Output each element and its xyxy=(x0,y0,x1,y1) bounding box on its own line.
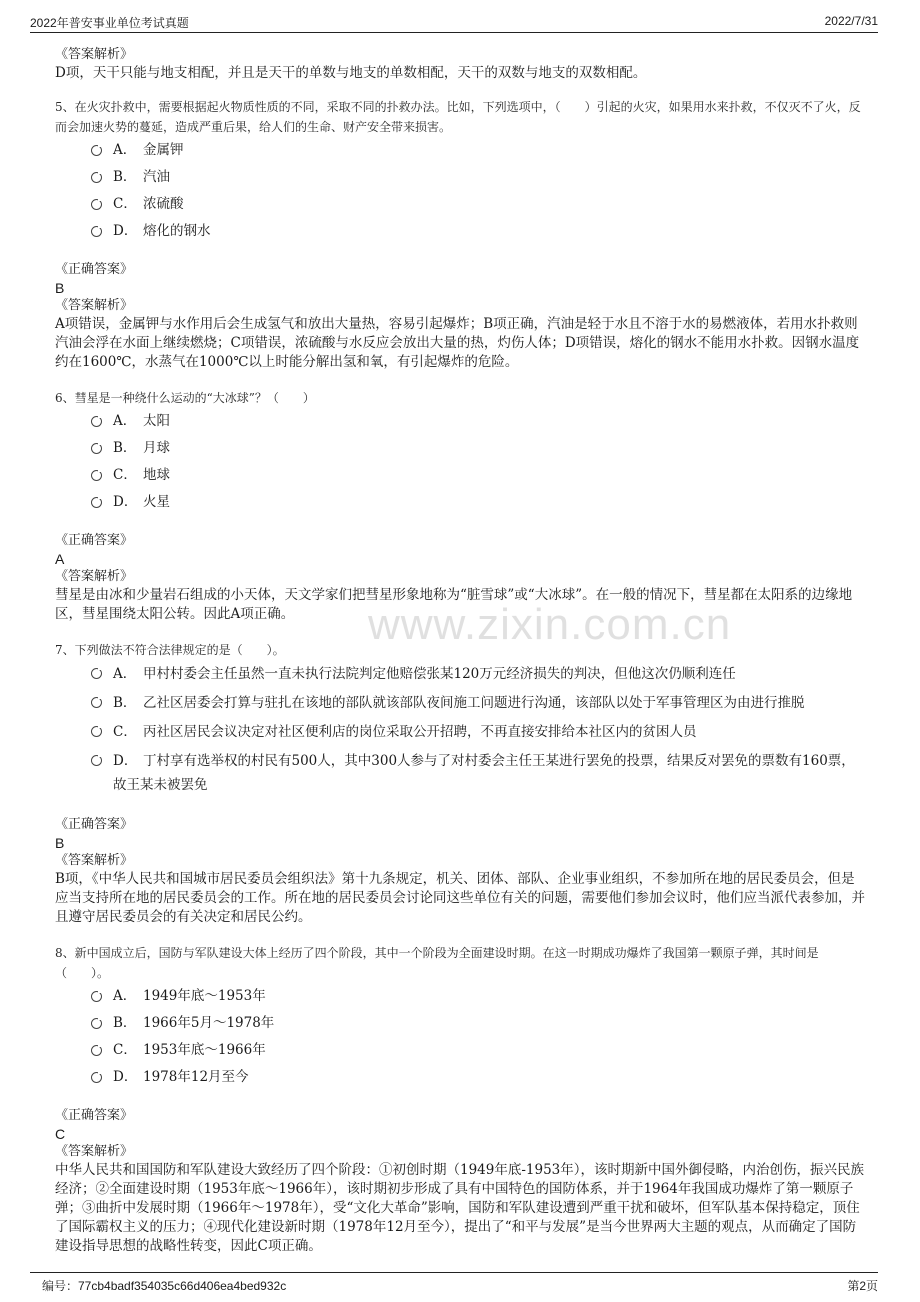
correct-answer: C xyxy=(55,1126,66,1142)
option-a[interactable]: A． 太阳 xyxy=(91,410,867,432)
question-stem: 8、新中国成立后，国防与军队建设大体上经历了四个阶段，其中一个阶段为全面建设时期。在这一时期成功爆炸了我国第一颗原子弹，其时间是（ ）。 xyxy=(55,946,819,980)
radio-icon[interactable] xyxy=(91,1045,102,1056)
radio-icon[interactable] xyxy=(91,1018,102,1029)
option-d[interactable]: D． 熔化的钢水 xyxy=(91,220,867,242)
correct-answer: A xyxy=(55,551,65,567)
option-c[interactable]: C． 丙社区居民会议决定对社区便利店的岗位采取公开招聘，不再直接安排给本社区内的贫困人员 xyxy=(91,720,867,744)
question-block xyxy=(55,943,867,1256)
radio-icon[interactable] xyxy=(91,416,102,427)
option-a[interactable]: A． 甲村村委会主任虽然一直未执行法院判定他赔偿张某120万元经济损失的判决，但他这次仍顺利连任 xyxy=(91,662,867,686)
radio-icon[interactable] xyxy=(91,145,102,156)
radio-icon[interactable] xyxy=(91,497,102,508)
question-stem: 6、彗星是一种绕什么运动的“大冰球”？（ ） xyxy=(55,391,315,405)
option-c[interactable]: C． 浓硫酸 xyxy=(91,193,867,215)
radio-icon[interactable] xyxy=(91,470,102,481)
question-block xyxy=(55,640,867,927)
question-stem: 7、下列做法不符合法律规定的是（ ）。 xyxy=(55,643,285,657)
option-list xyxy=(91,985,867,1088)
radio-icon[interactable] xyxy=(91,726,102,737)
radio-icon[interactable] xyxy=(91,697,102,708)
correct-answer-label: 《正确答案》 xyxy=(55,262,134,277)
explanation-text: A项错误，金属钾与水作用后会生成氢气和放出大量热，容易引起爆炸；B项正确，汽油是轻于水且不溶于水的易燃液体，若用水扑救则汽油会浮在水面上继续燃烧；C项错误，浓硫酸与水反应会放出大量的热，灼伤人体；D项错误，熔化的钢水不能用水扑救。因钢水温度约在1600℃，水蒸气在1000℃以上时能分解出氢和氧，有引起爆炸的危险。 xyxy=(55,316,860,370)
option-c[interactable]: C． 1953年底～1966年 xyxy=(91,1039,867,1061)
option-b[interactable]: B． 汽油 xyxy=(91,166,867,188)
option-list xyxy=(91,410,867,513)
correct-answer: B xyxy=(55,835,65,851)
explanation-text: B项，《中华人民共和国城市居民委员会组织法》第十九条规定，机关、团体、部队、企业事业组织，不参加所在地的居民委员会，但是应当支持所在地的居民委员会的工作。所在地的居民委员会讨论同这些单位有关的问题，需要他们参加会议时，他们应当派代表参加，并且遵守居民委员会的有关决定和居民公约。 xyxy=(55,871,865,925)
page-content xyxy=(55,46,867,1256)
option-b[interactable]: B． 乙社区居委会打算与驻扎在该地的部队就该部队夜间施工问题进行沟通，该部队以处于军事管理区为由进行推脱 xyxy=(91,691,867,715)
analysis-label: 《答案解析》 xyxy=(55,298,134,313)
option-a[interactable]: A． 金属钾 xyxy=(91,139,867,161)
page-header xyxy=(30,12,878,33)
correct-answer-label: 《正确答案》 xyxy=(55,817,134,832)
explanation-text: 彗星是由冰和少量岩石组成的小天体，天文学家们把彗星形象地称为“脏雪球”或“大冰球”。在一般的情况下，彗星都在太阳系的边缘地区，彗星围绕太阳公转。因此A项正确。 xyxy=(55,587,853,622)
radio-icon[interactable] xyxy=(91,755,102,766)
radio-icon[interactable] xyxy=(91,226,102,237)
explanation-text: D项，天干只能与地支相配，并且是天干的单数与地支的单数相配，天干的双数与地支的双数相配。 xyxy=(55,65,647,81)
option-d[interactable]: D． 1978年12月至今 xyxy=(91,1066,867,1088)
analysis-label: 《答案解析》 xyxy=(55,47,134,62)
correct-answer-label: 《正确答案》 xyxy=(55,533,134,548)
option-b[interactable]: B． 月球 xyxy=(91,437,867,459)
watermark: www.zixin.com.cn xyxy=(368,600,732,649)
analysis-label: 《答案解析》 xyxy=(55,569,134,584)
option-list xyxy=(91,139,867,242)
document-code: 编号：77cb4badf354035c66d406ea4bed932c xyxy=(42,1279,287,1293)
option-c[interactable]: C． 地球 xyxy=(91,464,867,486)
radio-icon[interactable] xyxy=(91,172,102,183)
document-date: 2022/7/31 xyxy=(824,14,878,28)
option-b[interactable]: B． 1966年5月～1978年 xyxy=(91,1012,867,1034)
analysis-label: 《答案解析》 xyxy=(55,853,134,868)
radio-icon[interactable] xyxy=(91,991,102,1002)
option-d[interactable]: D． 丁村享有选举权的村民有500人，其中300人参与了对村委会主任王某进行罢免的投票，结果反对罢免的票数有160票，故王某未被罢免 xyxy=(91,749,867,797)
analysis-label: 《答案解析》 xyxy=(55,1144,134,1159)
question-stem: 5、在火灾扑救中，需要根据起火物质性质的不同，采取不同的扑救办法。比如，下列选项中，（ ）引起的火灾，如果用水来扑救，不仅灭不了火，反而会加速火势的蔓延，造成严重后果，给人们的生命、财产安全带来损害。 xyxy=(55,100,861,134)
question-block xyxy=(55,388,867,624)
option-a[interactable]: A． 1949年底～1953年 xyxy=(91,985,867,1007)
radio-icon[interactable] xyxy=(91,443,102,454)
question-block xyxy=(55,97,867,372)
correct-answer-label: 《正确答案》 xyxy=(55,1108,134,1123)
radio-icon[interactable] xyxy=(91,199,102,210)
radio-icon[interactable] xyxy=(91,1072,102,1083)
page-footer xyxy=(30,1272,878,1293)
explanation-text: 中华人民共和国国防和军队建设大致经历了四个阶段：①初创时期（1949年底-1953年），该时期新中国外御侵略，内治创伤，振兴民族经济；②全面建设时期（1953年底～1966年），该时期初步形成了具有中国特色的国防体系，并于1964年我国成功爆炸了第一颗原子弹；③曲折中发展时期（1966年～1978年），受“文化大革命”影响，国防和军队建设遭到严重干扰和破坏，但军队基本保持稳定，顶住了国际霸权主义的压力；④现代化建设新时期（1978年12月至今），提出了“和平与发展”是当今世界两大主题的观点，从而确定了国防建设指导思想的战略性转变，因此C项正确。 xyxy=(55,1162,865,1254)
option-list xyxy=(91,662,867,797)
radio-icon[interactable] xyxy=(91,668,102,679)
document-title: 2022年普安事业单位考试真题 xyxy=(30,16,189,30)
correct-answer: B xyxy=(55,280,65,296)
page-number: 第2页 xyxy=(847,1279,878,1293)
option-d[interactable]: D． 火星 xyxy=(91,491,867,513)
